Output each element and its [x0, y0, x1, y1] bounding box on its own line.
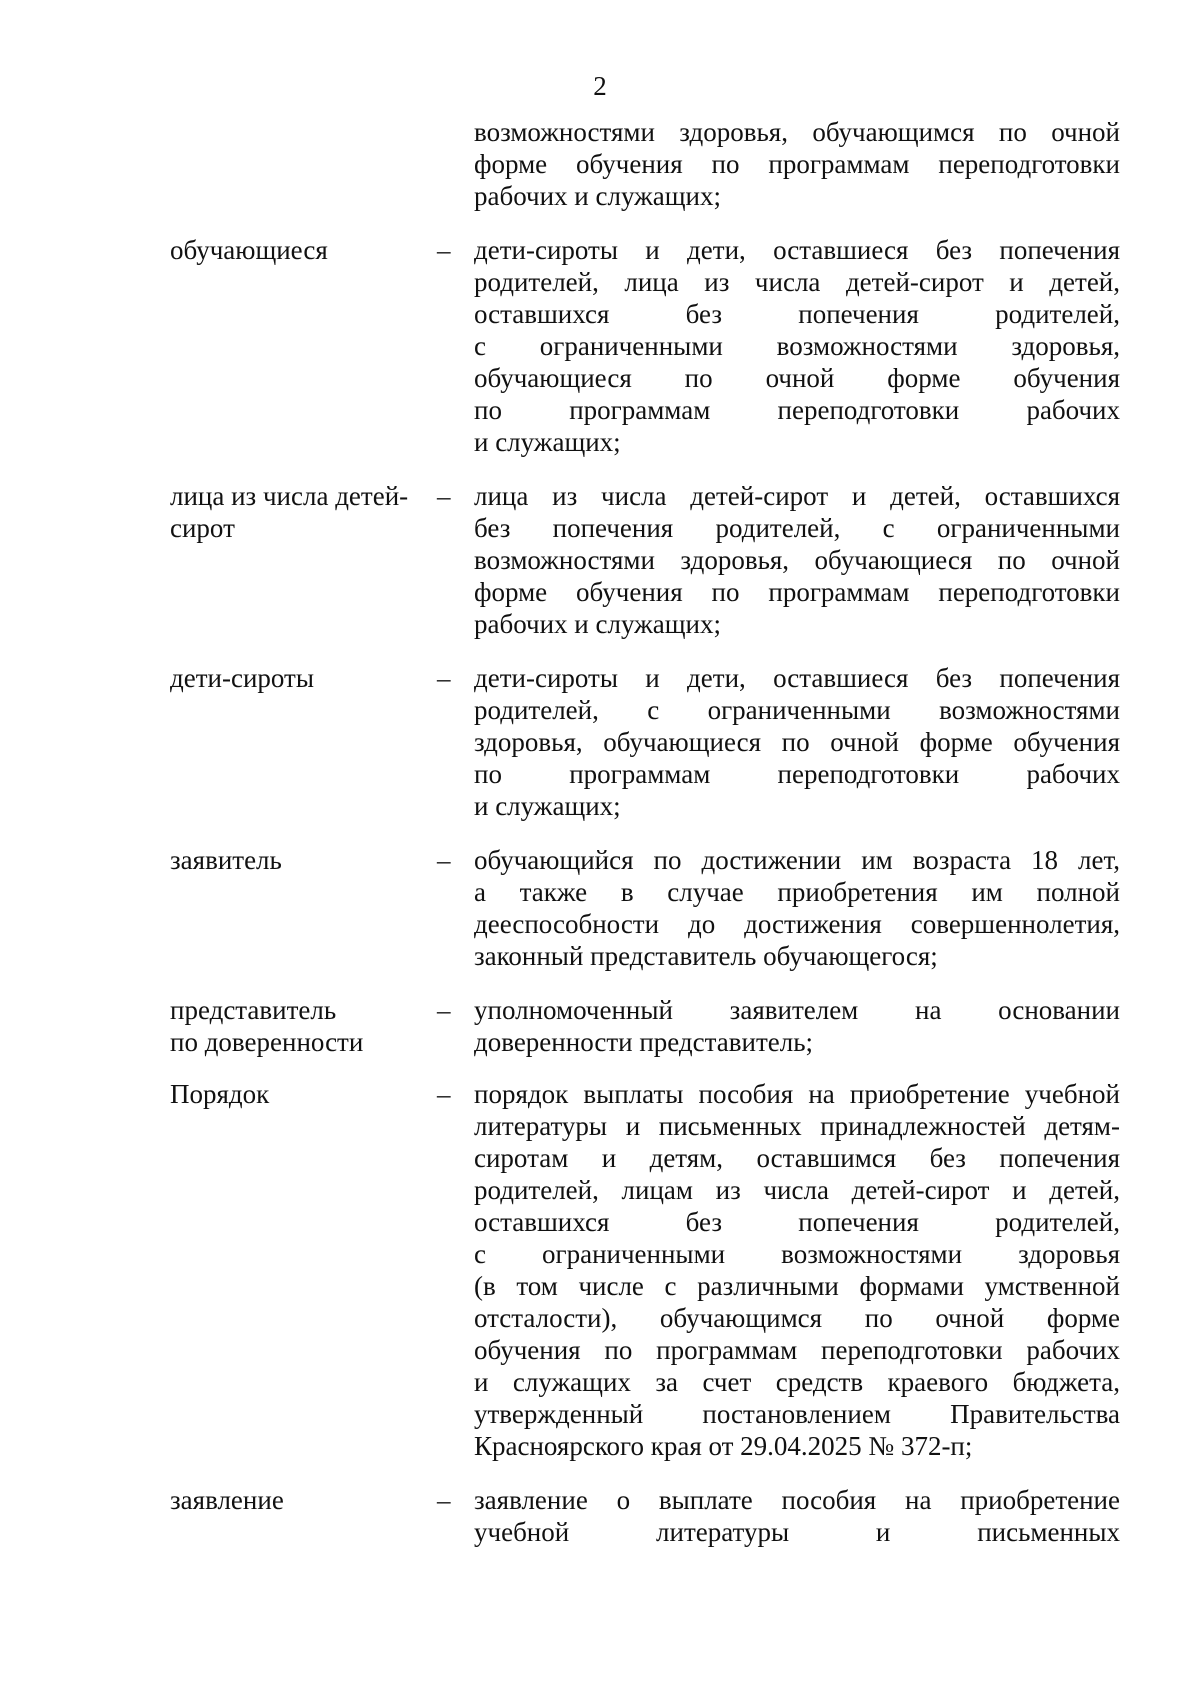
text-line: уполномоченный заявителем на основании: [474, 995, 1120, 1025]
definition-text: [474, 662, 1120, 822]
term: [170, 662, 432, 694]
definition-entry: [0, 994, 1200, 1058]
term: [170, 844, 432, 876]
text-line: лица из числа детей-сирот и детей, оставшихся: [474, 481, 1120, 511]
term: [170, 234, 432, 266]
text-line: возможностями здоровья, обучающимся по очной: [474, 117, 1120, 147]
term-line: обучающиеся: [170, 235, 328, 265]
definition-text: [474, 994, 1120, 1058]
dash-separator: –: [437, 845, 451, 875]
term: [170, 994, 432, 1058]
dash-separator: –: [437, 481, 451, 511]
text-line: с ограниченными возможностями здоровья,: [474, 331, 1120, 361]
text-line: с ограниченными возможностями здоровья: [474, 1239, 1120, 1269]
text-line: родителей, лица из числа детей-сирот и детей,: [474, 267, 1120, 297]
text-line: и служащих за счет средств краевого бюджета,: [474, 1367, 1120, 1397]
term-line: по доверенности: [170, 1027, 364, 1057]
definition-entry: [0, 1078, 1200, 1462]
text-line: форме обучения по программам переподготовки: [474, 577, 1120, 607]
text-line: и служащих;: [474, 791, 621, 821]
term-line: заявитель: [170, 845, 282, 875]
text-line: и служащих;: [474, 427, 621, 457]
term: [170, 1484, 432, 1516]
definition-text: [474, 844, 1120, 972]
definition-entry: [0, 844, 1200, 972]
text-line: законный представитель обучающегося;: [474, 941, 938, 971]
text-line: сиротам и детям, оставшимся без попечения: [474, 1143, 1120, 1173]
definition-entry: [0, 1484, 1200, 1548]
text-line: обучающиеся по очной форме обучения: [474, 363, 1120, 393]
dash-separator: –: [437, 1485, 451, 1515]
text-line: родителей, с ограниченными возможностями: [474, 695, 1120, 725]
text-line: обучающийся по достижении им возраста 18 лет,: [474, 845, 1120, 875]
page-number: 2: [593, 71, 607, 101]
text-line: литературы и письменных принадлежностей детям-: [474, 1111, 1120, 1141]
document-body: [0, 116, 1200, 1548]
text-line: дееспособности до достижения совершеннолетия,: [474, 909, 1120, 939]
text-line: возможностями здоровья, обучающиеся по очной: [474, 545, 1120, 575]
term-line: лица из числа детей-: [170, 481, 409, 511]
text-line: порядок выплаты пособия на приобретение учебной: [474, 1079, 1120, 1109]
text-line: родителей, лицам из числа детей-сирот и детей,: [474, 1175, 1120, 1205]
text-line: (в том числе с различными формами умственной: [474, 1271, 1120, 1301]
text-line: Красноярского края от 29.04.2025 № 372-п;: [474, 1431, 973, 1461]
text-line: оставшихся без попечения родителей,: [474, 299, 1120, 329]
term-line: сирот: [170, 513, 235, 543]
continuation-paragraph: [474, 116, 1120, 212]
definition-text: [474, 234, 1120, 458]
text-line: дети-сироты и дети, оставшиеся без попечения: [474, 663, 1120, 693]
term: [170, 1078, 432, 1110]
text-line: отсталости), обучающимся по очной форме: [474, 1303, 1120, 1333]
definition-text: [474, 1078, 1120, 1462]
definition-text: [474, 480, 1120, 640]
text-line: обучения по программам переподготовки рабочих: [474, 1335, 1120, 1365]
term-line: дети-сироты: [170, 663, 314, 693]
text-line: доверенности представитель;: [474, 1027, 814, 1057]
text-line: оставшихся без попечения родителей,: [474, 1207, 1120, 1237]
definition-entry: [0, 234, 1200, 458]
term: [170, 480, 432, 544]
term-line: заявление: [170, 1485, 284, 1515]
text-line: по программам переподготовки рабочих: [474, 759, 1120, 789]
text-line: заявление о выплате пособия на приобретение: [474, 1485, 1120, 1515]
text-line: рабочих и служащих;: [474, 609, 721, 639]
term-line: представитель: [170, 995, 337, 1025]
definition-text: [474, 1484, 1120, 1548]
text-line: а также в случае приобретения им полной: [474, 877, 1120, 907]
text-line: без попечения родителей, с ограниченными: [474, 513, 1120, 543]
text-line: здоровья, обучающиеся по очной форме обучения: [474, 727, 1120, 757]
text-line: форме обучения по программам переподготовки: [474, 149, 1120, 179]
text-line: по программам переподготовки рабочих: [474, 395, 1120, 425]
dash-separator: –: [437, 663, 451, 693]
definition-entry: [0, 480, 1200, 640]
text-line: учебной литературы и письменных: [474, 1517, 1120, 1547]
term-line: Порядок: [170, 1079, 270, 1109]
dash-separator: –: [437, 1079, 451, 1109]
text-line: рабочих и служащих;: [474, 181, 721, 211]
dash-separator: –: [437, 235, 451, 265]
text-line: утвержденный постановлением Правительства: [474, 1399, 1120, 1429]
definition-entry: [0, 662, 1200, 822]
text-line: дети-сироты и дети, оставшиеся без попечения: [474, 235, 1120, 265]
dash-separator: –: [437, 995, 451, 1025]
